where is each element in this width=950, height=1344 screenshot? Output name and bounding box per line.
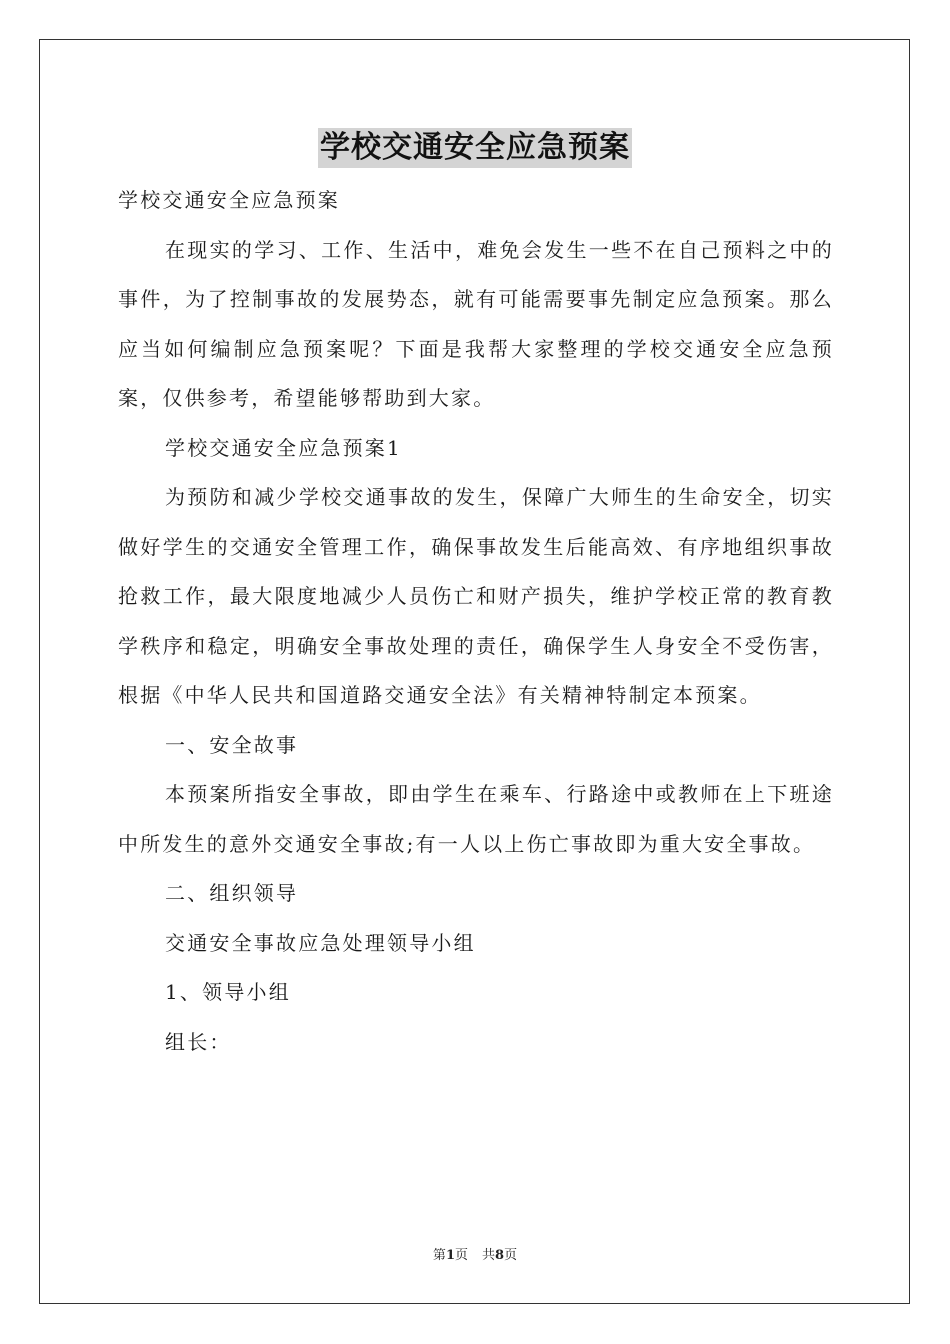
paragraph: 交通安全事故应急处理领导小组 [165,930,476,955]
section-heading: 一、安全故事 [165,732,299,757]
title-wrap [0,128,950,168]
section-heading: 学校交通安全应急预案1 [165,435,402,460]
document-title: 学校交通安全应急预案 [318,128,632,168]
section-heading: 二、组织领导 [165,881,299,905]
page-number: 1 [445,1248,455,1263]
total-pages: 8 [495,1248,505,1263]
paragraph: 学校交通安全应急预案 [118,188,340,212]
paragraph: 本预案所指安全事故，即由学生在乘车、行路途中或教师在上下班途中所发生的意外交通安全事故;有一人以上伤亡事故即为重大安全事故。 [118,782,834,856]
paragraph: 为预防和减少学校交通事故的发生，保障广大师生的生命安全，切实做好学生的交通安全管理工作，确保事故发生后能高效、有序地组织事故抢救工作，最大限度地减少人员伤亡和财产损失，维护学校正常的教育教学秩序和稳定，明确安全事故处理的责任，确保学生人身安全不受伤害，根据《中华人民共和国道路交通安全法》有关精神特制定本预案。 [118,485,834,707]
total-suffix: 页 [504,1248,518,1263]
paragraph: 组长： [165,1029,232,1054]
document-body [118,176,834,1067]
total-prefix: 共 [482,1248,496,1263]
paragraph: 在现实的学习、工作、生活中，难免会发生一些不在自己预料之中的事件，为了控制事故的发展势态，就有可能需要事先制定应急预案。那么应当如何编制应急预案呢？下面是我帮大家整理的学校交通安全应急预案，仅供参考，希望能够帮助到大家。 [118,237,834,410]
page-footer [0,1246,950,1266]
page-suffix: 页 [454,1248,468,1263]
page-prefix: 第 [432,1248,446,1263]
sub-heading: 1、领导小组 [165,980,291,1004]
